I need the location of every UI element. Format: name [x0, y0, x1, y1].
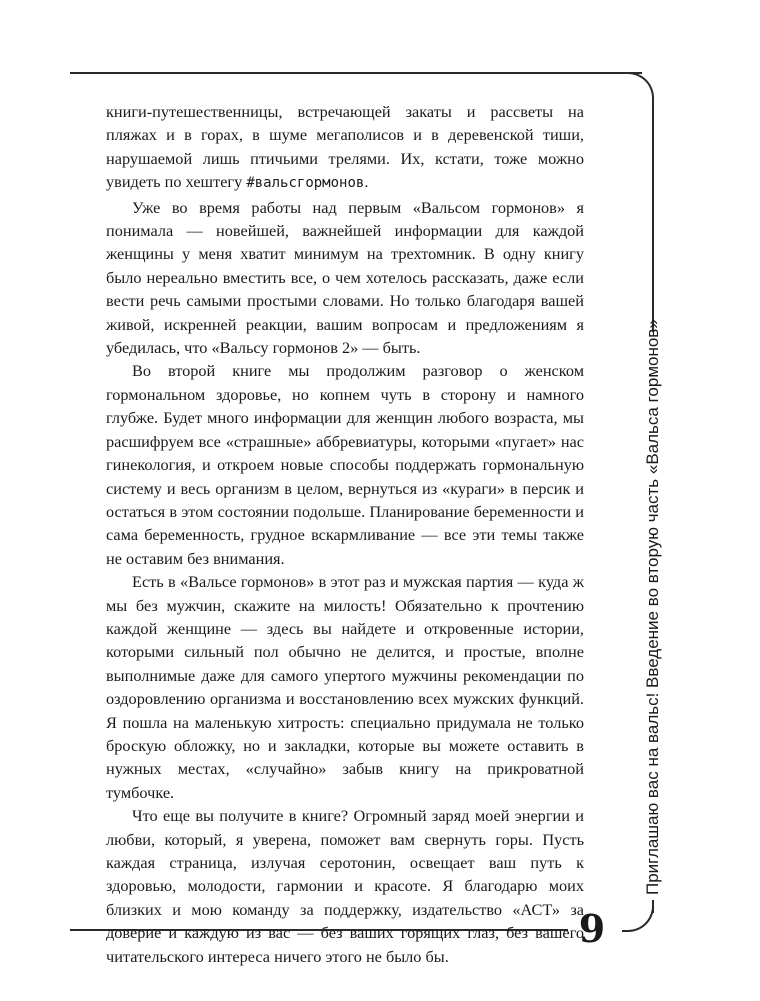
- paragraph-1: [106, 100, 584, 196]
- frame-right-rule: [652, 100, 654, 332]
- hashtag-link[interactable]: #вальсгормонов: [246, 175, 365, 192]
- page-number: 9: [578, 906, 606, 951]
- body-text: [106, 100, 584, 968]
- paragraph-1-text: книги-путешественницы, встречающей закаты и рассветы на пляжах и в горах, в шуме мегаполисов и в деревенской тиши, нарушаемой лишь птичьими трелями. Их, кстати, тоже можно увидеть по хештегу: [106, 102, 584, 192]
- frame-bottom-corner: [622, 900, 654, 932]
- paragraph-1-end: .: [364, 172, 369, 192]
- paragraph-3: Во второй книге мы продолжим разговор о женском гормональном здоровье, но копнем чуть в сторону и намного глубже. Будет много информации для женщин любого возраста, мы расшифруем все «страшные» аббревиатуры, которыми «пугает» нас гинекология, и откроем новые способы поддержать гормональную систему и весь организм в целом, вернуться из «кураги» в персик и остаться в этом состоянии подольше. Планирование беременности и сама беременность, грудное вскармливание — все эти темы также не оставим без внимания.: [106, 361, 584, 568]
- paragraph-4: Есть в «Вальсе гормонов» в этот раз и мужская партия — куда ж мы без мужчин, скажите на милость! Обязательно к прочтению каждой женщине — здесь вы найдете и откровенные истории, которыми сильный пол обычно не делится, и простые, вполне выполнимые даже для самого упертого мужчины рекомендации по оздоровлению организма и восстановлению всех мужских функций. Я пошла на маленькую хитрость: специально придумала не только броскую обложку, но и закладки, которые вы можете оставить в нужных местах, «случайно» забыв книгу на прикроватной тумбочке.: [106, 572, 584, 802]
- running-head: Приглашаю вас на вальс! Введение во вторую часть «Вальса гормонов»: [643, 319, 662, 895]
- paragraph-2: Уже во время работы над первым «Вальсом гормонов» я понимала — новейшей, важнейшей информации для каждой женщины у меня хватит минимум на трехтомник. В одну книгу было нереально вместить все, о чем хотелось рассказать, даже если вести речь самыми простыми словами. Но только благодаря вашей живой, искренней реакции, вашим вопросам и предложениям я убедилась, что «Вальсу гормонов 2» — быть.: [106, 197, 584, 358]
- frame-top-rule: [70, 72, 642, 74]
- paragraph-5: Что еще вы получите в книге? Огромный заряд моей энергии и любви, который, я уверена, поможет вам свернуть горы. Пусть каждая страница, излучая серотонин, освещает ваш путь к здоровью, молодости, гармонии и красоте. Я благодарю моих близких и мою команду за поддержку, издательство «АСТ» за доверие и каждую из вас — без ваших горящих глаз, без вашего читательского интереса ничего этого не было бы.: [106, 806, 584, 966]
- frame-top-corner: [622, 72, 654, 104]
